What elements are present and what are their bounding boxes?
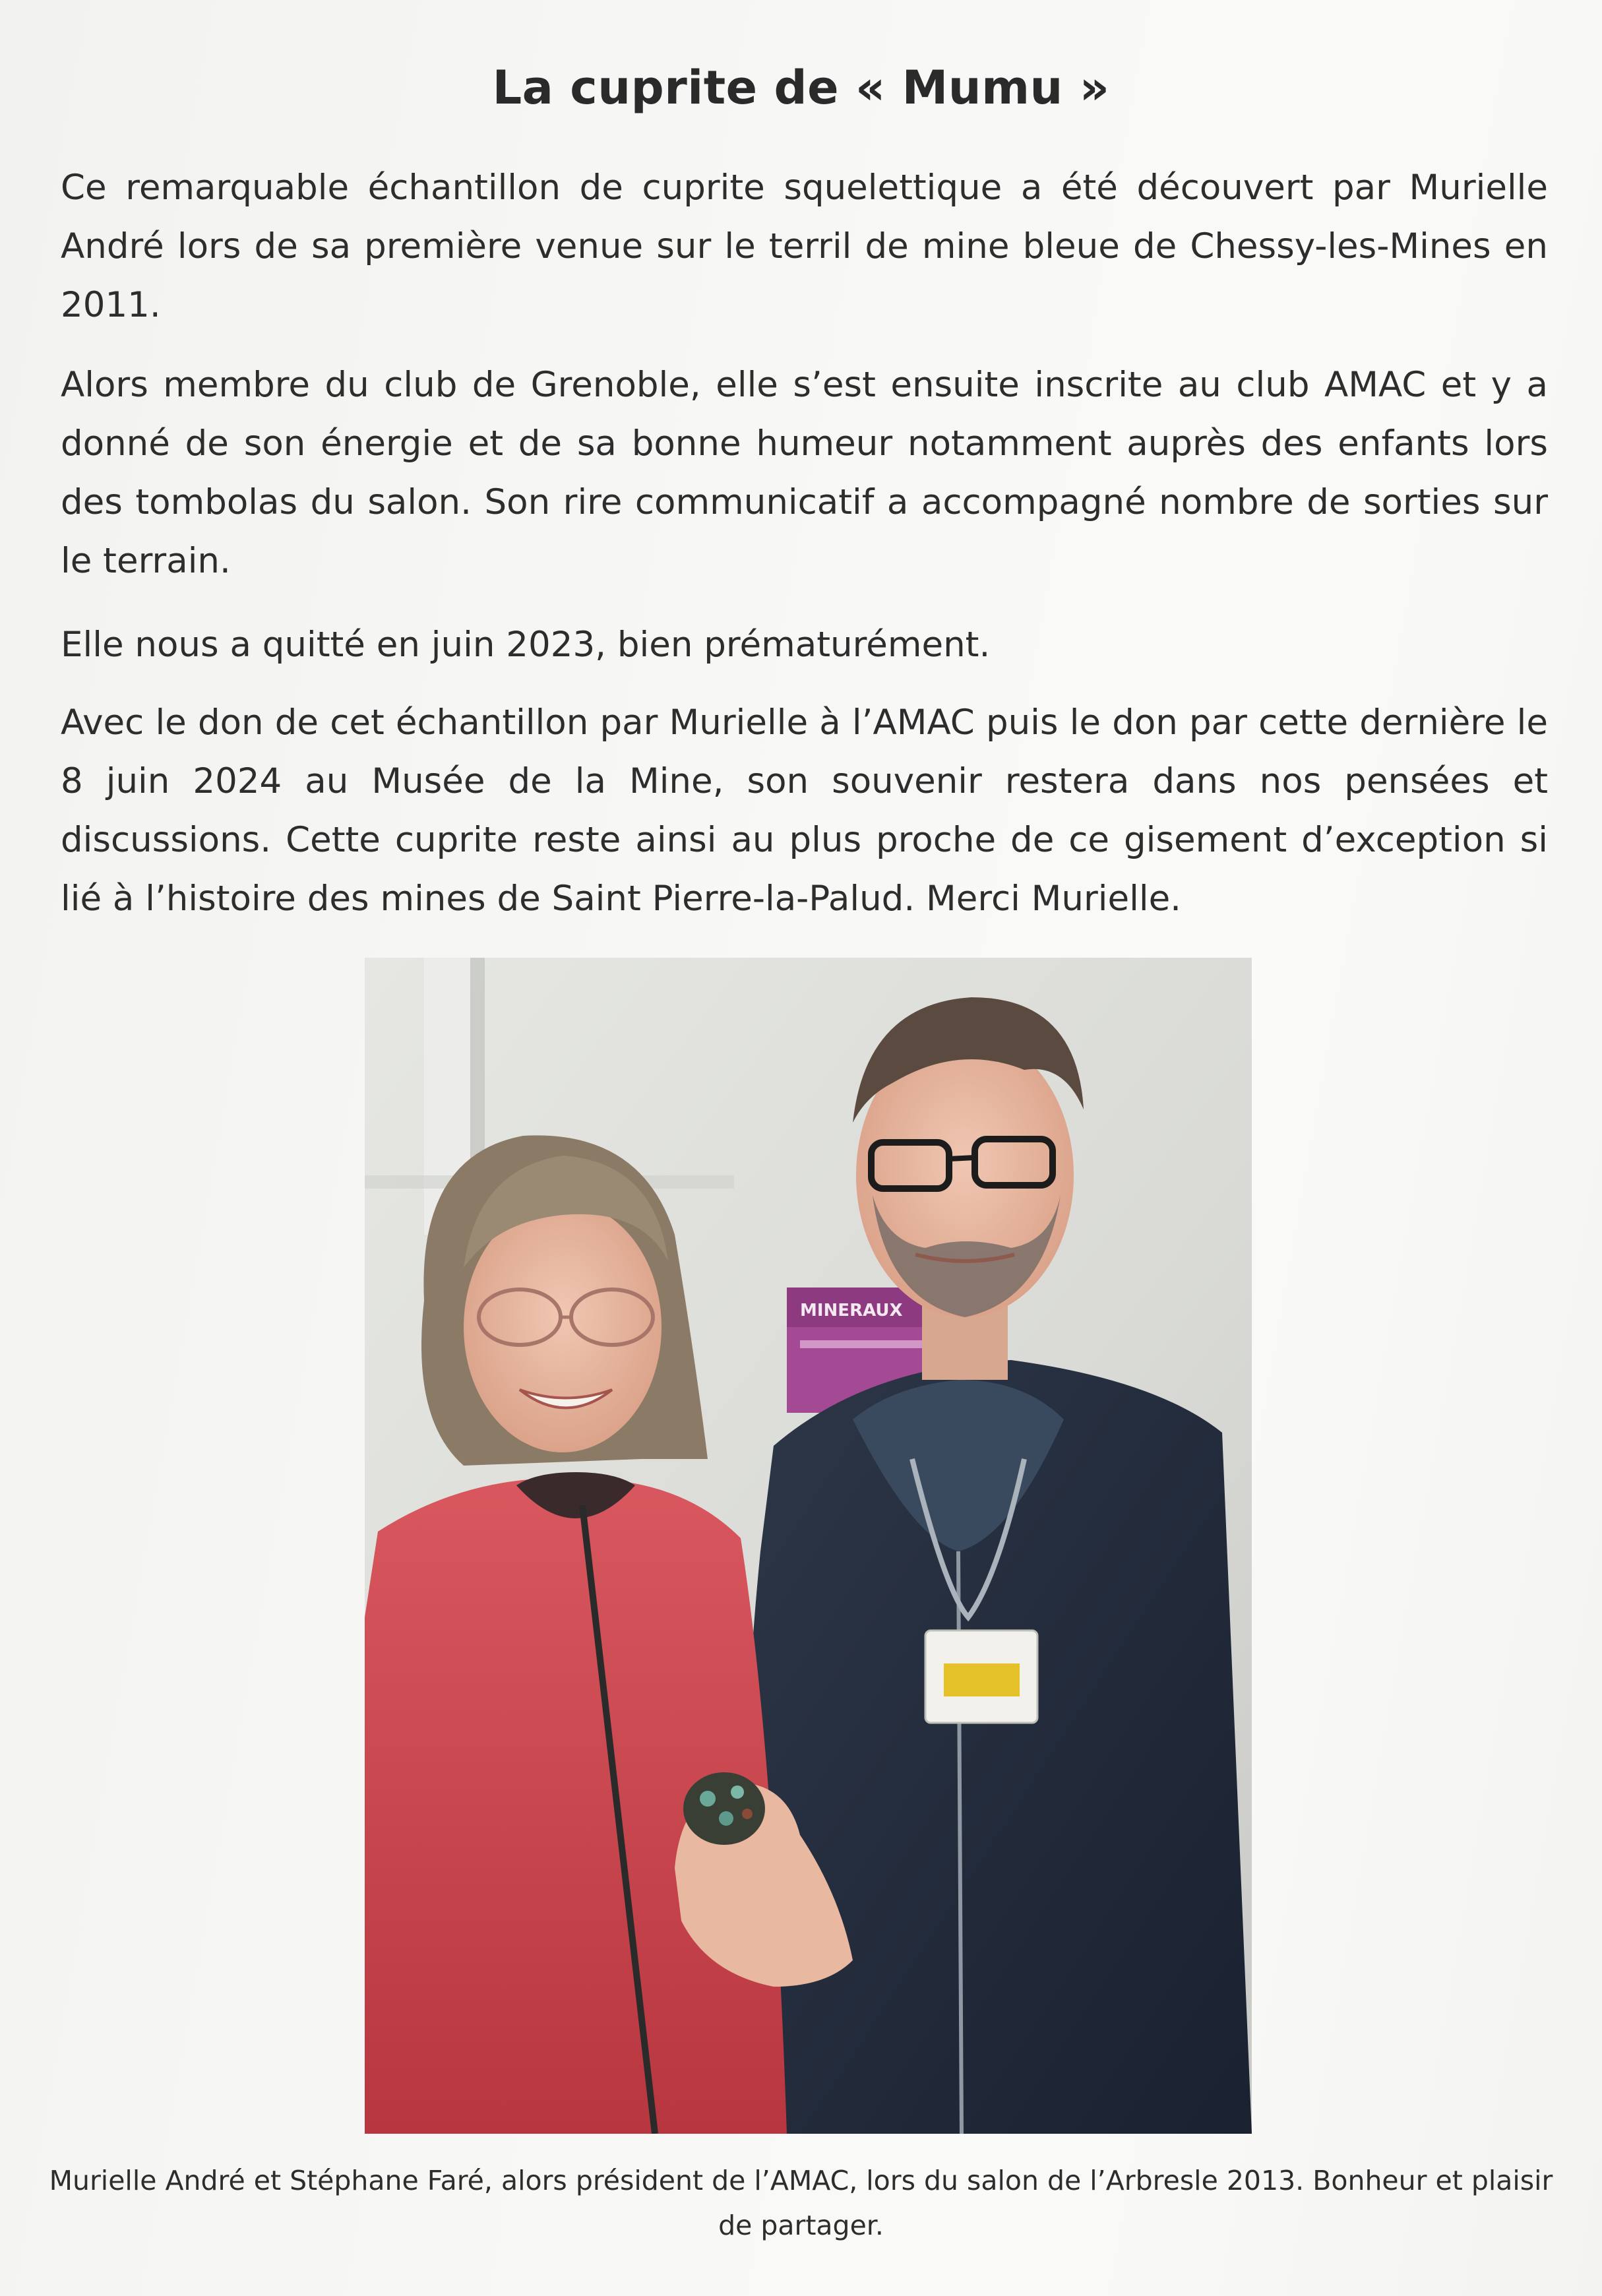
paragraph-club: Alors membre du club de Grenoble, elle s’est ensuite inscrite au club AMAC et y a donné de son énergie et de sa bonne humeur notamment auprès des enfants lors des tombolas du salon. Son rire communicatif a accompagné nombre de sorties sur le terrain. (61, 365, 1548, 581)
paragraph-discovery: Ce remarquable échantillon de cuprite squelettique a été découvert par Murielle André lors de sa première venue sur le terril de mine bleue de Chessy-les-Mines en 2011. (61, 168, 1548, 325)
cuprite-specimen (683, 1772, 765, 1845)
paragraph-passing: Elle nous a quitté en juin 2023, bien prématurément. (61, 625, 991, 665)
portrait-photo (365, 958, 1252, 2134)
poster-text: MINERAUX (800, 1301, 903, 1320)
document-title: La cuprite de « Mumu » (492, 61, 1110, 115)
paragraph-donation: Avec le don de cet échantillon par Murielle à l’AMAC puis le don par cette dernière le 8 juin 2024 au Musée de la Mine, son souvenir restera dans nos pensées et discussions. Cette cuprite reste ainsi au plus proche de ce gisement d’exception si lié à l’histoire des mines de Saint Pierre-la-Palud. Merci Murielle. (61, 702, 1548, 919)
photo-caption: Murielle André et Stéphane Faré, alors président de l’AMAC, lors du salon de l’Arbresle 2013. Bonheur et plaisir de partager. (49, 2165, 1553, 2241)
